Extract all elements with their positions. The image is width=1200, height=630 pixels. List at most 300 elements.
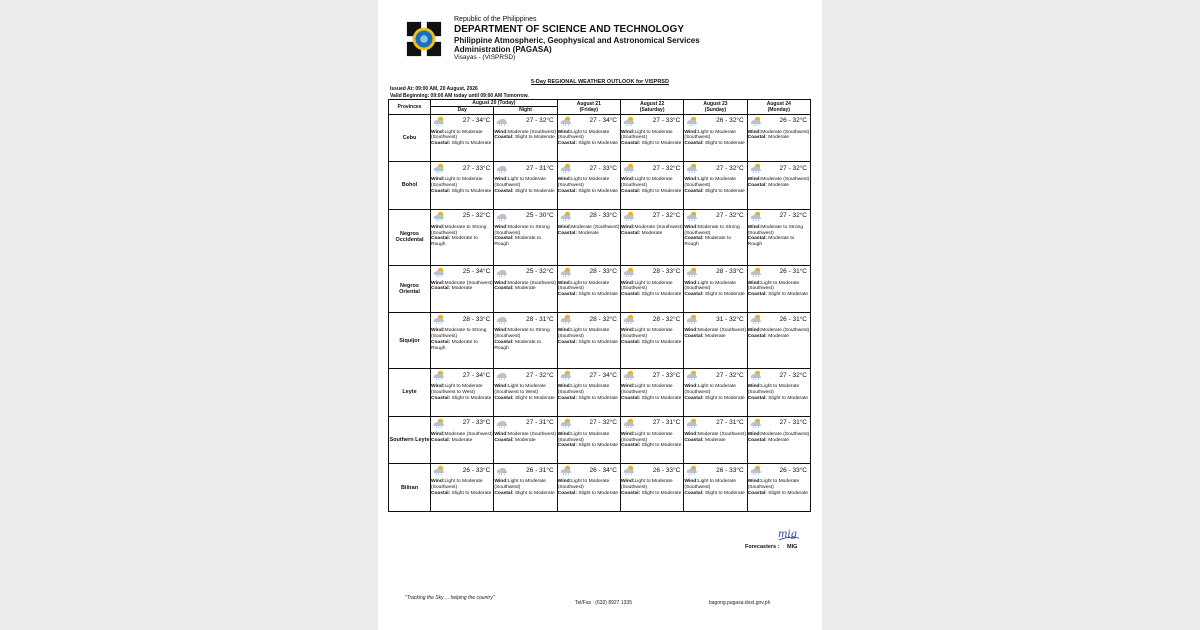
forecast-details — [494, 281, 556, 293]
wind-label: Wind: — [431, 328, 445, 334]
sun-cloud-rain-icon — [621, 314, 634, 324]
forecast-details — [494, 177, 556, 195]
coastal-value: Slight to Moderate — [578, 292, 619, 298]
forecast-details — [558, 177, 620, 195]
sun-cloud-rain-icon — [621, 418, 634, 428]
temperature-range: 27 - 32°C — [716, 164, 744, 172]
forecast-cell — [684, 464, 747, 512]
sun-cloud-rain-icon — [621, 211, 634, 221]
coastal-value: Slight to Moderate — [514, 188, 555, 194]
wind-label: Wind: — [557, 224, 572, 230]
table-row — [389, 464, 811, 512]
wind-label: Wind: — [684, 431, 698, 437]
wind-label: Wind: — [747, 479, 762, 485]
sun-cloud-rain-icon — [558, 116, 571, 126]
forecast-cell-top — [494, 369, 556, 381]
forecasters-value: MIG — [787, 544, 798, 550]
day-weekday: (Friday) — [579, 106, 598, 113]
coastal-value: Slight to Moderate — [641, 292, 682, 298]
wind-label: Wind: — [431, 431, 445, 437]
forecast-details — [558, 479, 620, 497]
forecast-details — [558, 130, 620, 148]
forecast-details — [431, 130, 493, 148]
table-row — [389, 265, 811, 313]
province-name: Cebu — [389, 114, 431, 162]
forecast-cell-top — [684, 464, 746, 476]
forecast-cell — [747, 369, 810, 417]
day-date: August 21 — [576, 100, 601, 107]
wind-value: Light to Moderate (Southwest) — [747, 479, 800, 491]
wind-label: Wind: — [494, 328, 508, 334]
coastal-label: Coastal: — [620, 443, 641, 449]
coastal-value: Moderate — [704, 334, 726, 340]
forecast-details — [684, 130, 746, 148]
forecast-cell-top — [684, 266, 746, 278]
forecast-cell — [620, 114, 683, 162]
coastal-value: Slight to Moderate — [641, 491, 682, 497]
coastal-value: Slight to Moderate — [641, 443, 682, 449]
forecast-cell — [557, 369, 620, 417]
temperature-range: 27 - 32°C — [716, 371, 744, 379]
forecast-details — [684, 225, 746, 249]
forecast-cell-top — [494, 266, 556, 278]
sun-cloud-rain-icon — [431, 267, 444, 277]
temperature-range: 27 - 32°C — [716, 212, 744, 220]
temperature-range: 27 - 34°C — [462, 117, 491, 124]
temperature-range: 26 - 33°C — [716, 466, 744, 474]
svg-text:mig: mig — [778, 529, 798, 540]
forecast-details — [748, 177, 810, 189]
forecast-cell-top — [621, 266, 683, 278]
forecast-cell-top — [621, 115, 683, 127]
coastal-label: Coastal: — [431, 188, 451, 194]
forecast-cell-top — [748, 417, 810, 429]
wind-value: Light to Moderate (Southwest) — [747, 384, 800, 395]
forecast-cell-top — [621, 369, 683, 381]
temperature-range: 26 - 32°C — [779, 117, 807, 124]
coastal-value: Slight to Moderate — [451, 188, 492, 194]
temperature-range: 26 - 31°C — [779, 268, 807, 276]
forecast-cell-top — [431, 266, 493, 278]
cloud-rain-icon — [494, 418, 507, 428]
coastal-label: Coastal: — [494, 491, 514, 497]
coastal-value: Moderate to Rough — [431, 339, 478, 351]
forecast-cell — [494, 464, 557, 512]
wind-value: Light to Moderate (Southwest) — [684, 280, 736, 292]
coastal-label: Coastal: — [747, 491, 767, 497]
coastal-value: Slight to Moderate — [578, 395, 619, 401]
wind-label: Wind: — [684, 328, 698, 334]
forecast-cell — [431, 464, 494, 512]
coastal-value: Moderate to Rough — [494, 339, 542, 351]
temperature-range: 28 - 32°C — [589, 315, 617, 323]
coastal-value: Moderate — [514, 437, 536, 443]
coastal-value: Moderate to Rough — [747, 236, 795, 248]
forecast-cell — [557, 464, 620, 512]
temperature-range: 26 - 33°C — [652, 466, 681, 474]
forecast-details — [558, 328, 620, 346]
sun-cloud-rain-icon — [431, 314, 444, 324]
coastal-label: Coastal: — [494, 236, 514, 242]
wind-label: Wind: — [620, 129, 635, 135]
wind-value: Moderate (Southwest) — [761, 177, 810, 183]
forecast-details — [684, 281, 746, 299]
coastal-value: Slight to Moderate — [641, 188, 682, 194]
day5-header — [747, 100, 810, 115]
sun-cloud-rain-icon — [748, 418, 761, 428]
provinces-header: Provinces — [389, 100, 431, 115]
coastal-value: Slight to Moderate — [768, 292, 808, 298]
forecast-details — [558, 384, 620, 402]
wind-label: Wind: — [747, 224, 762, 230]
wind-label: Wind: — [494, 177, 508, 183]
coastal-value: Slight to Moderate — [578, 188, 619, 194]
wind-label: Wind: — [620, 431, 635, 437]
wind-value: Light to Moderate (Southwest) — [620, 177, 673, 188]
wind-label: Wind: — [431, 177, 445, 183]
forecast-cell — [620, 209, 683, 265]
footer-telfax: Tel/Fax : (632) 8927 1335 — [575, 600, 632, 606]
sun-cloud-rain-icon — [431, 418, 444, 428]
wind-value: Light to Moderate (Southwest) — [557, 177, 610, 188]
forecast-cell — [431, 162, 494, 210]
forecast-details — [431, 384, 493, 402]
day2-header — [557, 100, 620, 115]
temperature-range: 26 - 32°C — [716, 117, 744, 124]
temperature-range: 27 - 33°C — [462, 419, 491, 427]
coastal-value: Moderate — [451, 437, 473, 443]
temperature-range: 28 - 33°C — [462, 315, 491, 323]
wind-value: Light to Moderate (Southwest) — [620, 129, 673, 141]
wind-label: Wind: — [494, 479, 508, 485]
cloud-rain-icon — [494, 211, 507, 221]
forecast-cell-top — [494, 115, 556, 127]
temperature-range: 28 - 33°C — [716, 268, 744, 276]
forecast-cell-top — [748, 266, 810, 278]
table-row — [389, 114, 811, 162]
province-name: Siquijor — [389, 313, 431, 369]
coastal-label: Coastal: — [620, 230, 641, 236]
sun-cloud-rain-icon — [684, 418, 697, 428]
forecast-details — [621, 432, 683, 450]
cloud-rain-icon — [494, 116, 507, 126]
sun-cloud-rain-icon — [431, 211, 444, 221]
temperature-range: 26 - 31°C — [526, 466, 554, 474]
forecast-cell — [494, 162, 557, 210]
sun-cloud-rain-icon — [748, 163, 761, 173]
header-agency-abbr: Administration (PAGASA) — [454, 44, 552, 54]
night-subheader: Night — [494, 107, 557, 114]
forecast-cell — [494, 114, 557, 162]
forecast-cell-top — [431, 464, 493, 476]
footer-tagline: "Tracking the Sky ... helping the country" — [405, 595, 495, 601]
wind-value: Moderate (Southwest) — [634, 224, 683, 230]
forecast-details — [494, 328, 556, 352]
header-region: Visayas - (VISPRSD) — [454, 53, 516, 61]
wind-value: Moderate (Southwest) — [571, 224, 620, 230]
forecast-cell — [557, 162, 620, 210]
coastal-label: Coastal: — [494, 395, 514, 401]
wind-label: Wind: — [620, 177, 635, 183]
forecast-cell-top — [494, 313, 556, 325]
wind-value: Moderate (Southwest) — [761, 328, 810, 334]
forecast-cell — [494, 209, 557, 265]
coastal-value: Slight to Moderate — [514, 491, 555, 497]
wind-label: Wind: — [684, 129, 698, 135]
coastal-value: Moderate — [768, 135, 789, 141]
wind-label: Wind: — [684, 479, 698, 485]
forecast-cell — [557, 313, 620, 369]
forecast-cell — [494, 265, 557, 313]
forecast-cell — [431, 416, 494, 464]
forecast-cell — [684, 313, 747, 369]
day-weekday: (Saturday) — [639, 106, 665, 113]
coastal-label: Coastal: — [684, 141, 704, 147]
forecast-details — [748, 281, 810, 299]
coastal-value: Moderate — [514, 286, 536, 292]
coastal-value: Moderate — [578, 230, 599, 236]
cloud-rain-icon — [494, 163, 507, 173]
forecast-details — [684, 479, 746, 497]
forecast-cell-top — [684, 417, 746, 429]
wind-label: Wind: — [620, 224, 635, 230]
coastal-label: Coastal: — [557, 292, 577, 298]
coastal-value: Slight to Moderate — [704, 188, 745, 194]
sun-cloud-rain-icon — [558, 163, 571, 173]
sun-cloud-rain-icon — [558, 314, 571, 324]
forecaster-signature — [776, 525, 802, 543]
forecast-cell-top — [748, 313, 810, 325]
forecast-details — [494, 130, 556, 142]
wind-value: Moderate (Southwest) — [761, 129, 810, 135]
wind-value: Light to Moderate (Southwest to West) — [431, 384, 483, 395]
coastal-label: Coastal: — [557, 395, 577, 401]
forecast-cell-top — [431, 417, 493, 429]
coastal-value: Moderate — [768, 437, 789, 443]
coastal-label: Coastal: — [684, 437, 704, 443]
header-agency: Philippine Atmospheric, Geophysical and Astronomical Services — [454, 35, 700, 45]
wind-value: Light to Moderate (Southwest) — [557, 129, 610, 141]
wind-value: Light to Moderate (Southwest) — [684, 129, 736, 141]
forecast-cell — [557, 265, 620, 313]
day3-header — [620, 100, 683, 115]
sun-cloud-rain-icon — [684, 314, 697, 324]
wind-value: Light to Moderate (Southwest) — [557, 280, 610, 292]
wind-value: Moderate (Southwest) — [507, 129, 556, 135]
issued-at: Issued At: 09:00 AM, 20 August, 2026 — [390, 86, 478, 92]
temperature-range: 27 - 31°C — [779, 419, 807, 427]
sun-cloud-rain-icon — [621, 370, 634, 380]
coastal-value: Slight to Moderate — [451, 395, 492, 401]
forecast-table-body — [389, 114, 811, 512]
forecast-details — [558, 281, 620, 299]
forecast-cell — [431, 369, 494, 417]
table-header-row — [389, 100, 811, 107]
forecast-cell — [620, 313, 683, 369]
forecast-details — [494, 432, 556, 444]
forecast-details — [621, 177, 683, 195]
forecast-cell-top — [558, 210, 620, 222]
forecast-details — [621, 130, 683, 148]
wind-label: Wind: — [684, 280, 698, 286]
coastal-value: Slight to Moderate — [641, 339, 682, 345]
wind-label: Wind: — [684, 177, 698, 183]
temperature-range: 27 - 34°C — [589, 117, 617, 124]
coastal-label: Coastal: — [620, 292, 641, 298]
coastal-value: Slight to Moderate — [768, 491, 808, 497]
coastal-label: Coastal: — [747, 236, 767, 242]
sun-cloud-rain-icon — [748, 465, 761, 475]
coastal-label: Coastal: — [684, 395, 704, 401]
forecast-cell — [431, 114, 494, 162]
wind-value: Moderate (Southwest) — [507, 431, 556, 437]
forecast-cell — [747, 114, 810, 162]
coastal-label: Coastal: — [684, 236, 704, 242]
forecast-cell-top — [684, 162, 746, 174]
forecast-details — [431, 328, 493, 352]
forecast-cell-top — [684, 210, 746, 222]
issue-info — [390, 86, 529, 100]
forecast-cell — [747, 416, 810, 464]
temperature-range: 28 - 31°C — [526, 315, 554, 323]
day1-date: August 20 (Today) — [472, 100, 516, 106]
coastal-label: Coastal: — [620, 339, 641, 345]
day4-header — [684, 100, 747, 115]
coastal-label: Coastal: — [431, 437, 451, 443]
coastal-label: Coastal: — [557, 339, 577, 345]
coastal-value: Moderate — [768, 182, 789, 188]
wind-value: Light to Moderate (Southwest) — [620, 328, 673, 340]
coastal-value: Slight to Moderate — [641, 395, 682, 401]
temperature-range: 27 - 32°C — [526, 117, 554, 124]
forecast-cell — [431, 265, 494, 313]
forecast-cell-top — [621, 313, 683, 325]
wind-label: Wind: — [557, 328, 572, 334]
coastal-value: Moderate — [451, 286, 473, 292]
temperature-range: 27 - 33°C — [589, 164, 617, 172]
forecast-cell-top — [621, 464, 683, 476]
sun-cloud-rain-icon — [621, 163, 634, 173]
footer-website[interactable]: bagong.pagasa.dost.gov.ph — [709, 600, 771, 606]
wind-label: Wind: — [557, 129, 572, 135]
forecast-cell-top — [558, 369, 620, 381]
temperature-range: 25 - 34°C — [462, 268, 491, 276]
wind-value: Light to Moderate (Southwest) — [684, 479, 736, 491]
forecast-cell-top — [621, 210, 683, 222]
forecast-cell-top — [748, 210, 810, 222]
coastal-label: Coastal: — [620, 395, 641, 401]
sun-cloud-rain-icon — [621, 267, 634, 277]
forecast-cell — [684, 265, 747, 313]
coastal-label: Coastal: — [494, 437, 514, 443]
wind-value: Light to Moderate (Southwest) — [557, 431, 610, 443]
coastal-value: Moderate to Rough — [684, 236, 732, 248]
sun-cloud-rain-icon — [558, 211, 571, 221]
coastal-value: Moderate — [704, 437, 726, 443]
coastal-value: Moderate — [641, 230, 663, 236]
forecast-cell — [620, 369, 683, 417]
forecast-cell-top — [431, 162, 493, 174]
forecast-cell — [494, 313, 557, 369]
temperature-range: 27 - 32°C — [779, 212, 807, 220]
forecast-cell — [684, 369, 747, 417]
forecast-cell-top — [684, 115, 746, 127]
coastal-label: Coastal: — [494, 339, 514, 345]
wind-value: Moderate to Strong (Southwest) — [431, 328, 487, 340]
sun-cloud-rain-icon — [684, 116, 697, 126]
wind-label: Wind: — [620, 280, 635, 286]
forecast-cell-top — [431, 210, 493, 222]
forecast-cell — [620, 162, 683, 210]
wind-value: Light to Moderate (Southwest) — [557, 479, 610, 491]
coastal-label: Coastal: — [494, 286, 514, 292]
forecast-cell — [557, 114, 620, 162]
temperature-range: 25 - 30°C — [526, 212, 554, 220]
temperature-range: 27 - 34°C — [462, 371, 491, 379]
forecast-cell — [747, 162, 810, 210]
wind-label: Wind: — [557, 431, 572, 437]
wind-value: Moderate to Strong (Southwest) — [431, 224, 487, 236]
header-republic: Republic of the Philippines — [454, 16, 537, 23]
wind-value: Light to Moderate (Southwest) — [557, 384, 610, 395]
wind-value: Light to Moderate (Southwest) — [620, 384, 673, 395]
document-page — [378, 0, 822, 630]
coastal-label: Coastal: — [557, 188, 577, 194]
forecast-details — [748, 384, 810, 402]
forecast-cell — [747, 313, 810, 369]
coastal-value: Slight to Moderate — [704, 292, 745, 298]
temperature-range: 27 - 32°C — [652, 212, 681, 220]
forecast-cell — [684, 209, 747, 265]
temperature-range: 28 - 33°C — [589, 212, 617, 220]
sun-cloud-rain-icon — [748, 314, 761, 324]
forecast-cell-top — [684, 313, 746, 325]
wind-label: Wind: — [431, 224, 445, 230]
sun-cloud-rain-icon — [684, 163, 697, 173]
sun-cloud-rain-icon — [684, 211, 697, 221]
cloud-rain-icon — [494, 465, 507, 475]
forecast-cell — [747, 209, 810, 265]
sun-cloud-rain-icon — [684, 465, 697, 475]
wind-value: Moderate to Strong (Southwest) — [747, 224, 804, 236]
forecast-cell — [431, 313, 494, 369]
coastal-value: Slight to Moderate — [451, 491, 492, 497]
forecast-cell — [684, 416, 747, 464]
forecast-cell — [620, 464, 683, 512]
coastal-label: Coastal: — [747, 437, 767, 443]
temperature-range: 28 - 32°C — [652, 315, 681, 323]
coastal-label: Coastal: — [494, 188, 514, 194]
coastal-label: Coastal: — [747, 395, 767, 401]
day1-header — [431, 100, 558, 107]
forecast-cell — [557, 416, 620, 464]
forecast-cell-top — [558, 162, 620, 174]
sun-cloud-rain-icon — [431, 465, 444, 475]
forecast-details — [558, 225, 620, 237]
forecast-details — [684, 432, 746, 444]
wind-value: Light to Moderate (Southwest to West) — [494, 384, 546, 395]
forecast-cell-top — [558, 417, 620, 429]
coastal-label: Coastal: — [747, 135, 767, 141]
temperature-range: 25 - 32°C — [462, 212, 491, 220]
coastal-label: Coastal: — [620, 188, 641, 194]
forecast-details — [748, 479, 810, 497]
coastal-value: Moderate — [768, 334, 789, 340]
forecast-cell-top — [748, 369, 810, 381]
wind-value: Light to Moderate (Southwest) — [620, 280, 673, 292]
temperature-range: 28 - 33°C — [589, 268, 617, 276]
forecast-cell-top — [558, 115, 620, 127]
